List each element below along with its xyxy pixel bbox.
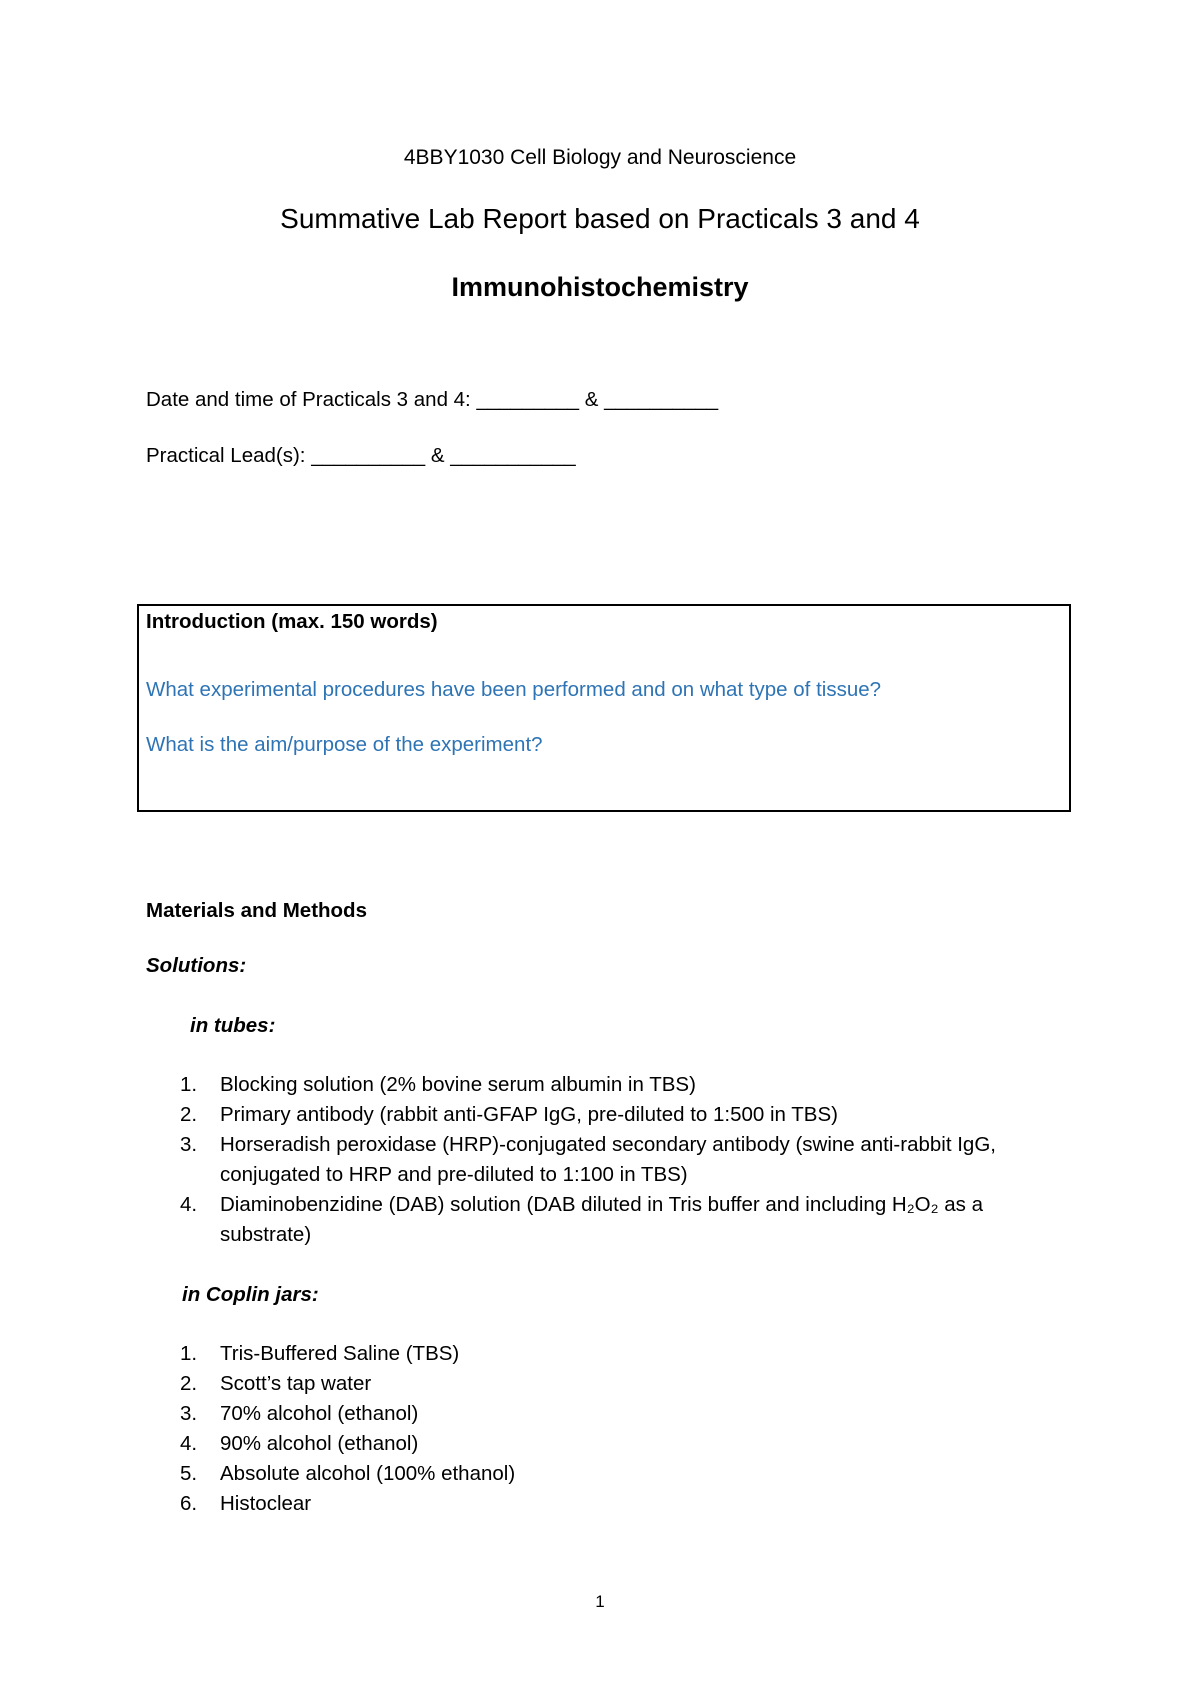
list-item	[180, 1429, 1060, 1459]
list-item-text: Diaminobenzidine (DAB) solution (DAB diluted in Tris buffer and including H₂O₂ as a substrate)	[220, 1193, 984, 1246]
list-item-text: Horseradish peroxidase (HRP)-conjugated secondary antibody (swine anti-rabbit IgG, conjugated to HRP and pre-diluted to 1:100 in TBS)	[220, 1133, 996, 1186]
introduction-question-aim: What is the aim/purpose of the experiment?	[146, 733, 543, 756]
practical-lead-field: Practical Lead(s): __________ & ___________	[146, 444, 576, 467]
list-item-text: Absolute alcohol (100% ethanol)	[220, 1462, 516, 1485]
list-item	[180, 1070, 1060, 1100]
page-title: Immunohistochemistry	[451, 272, 749, 302]
list-item	[180, 1339, 1060, 1369]
list-item	[180, 1369, 1060, 1399]
materials-methods-heading: Materials and Methods	[146, 899, 367, 922]
list-number: 3.	[180, 1133, 198, 1156]
coplin-jars-list	[180, 1339, 1060, 1519]
page-number: 1	[595, 1592, 605, 1611]
introduction-box	[137, 604, 1071, 812]
list-item-text: Primary antibody (rabbit anti-GFAP IgG, pre-diluted to 1:500 in TBS)	[220, 1103, 838, 1126]
list-item-text: Blocking solution (2% bovine serum albumin in TBS)	[220, 1073, 696, 1096]
introduction-question-procedures: What experimental procedures have been performed and on what type of tissue?	[146, 678, 882, 701]
list-item-text: Scott’s tap water	[220, 1372, 372, 1395]
date-time-field: Date and time of Practicals 3 and 4: _________ & __________	[146, 388, 719, 411]
coplin-jars-subheading: in Coplin jars:	[182, 1283, 319, 1306]
list-item-text: Tris-Buffered Saline (TBS)	[220, 1342, 460, 1365]
list-number: 3.	[180, 1402, 198, 1425]
list-number: 4.	[180, 1432, 198, 1455]
list-number: 5.	[180, 1462, 198, 1485]
list-number: 6.	[180, 1492, 198, 1515]
solutions-heading: Solutions:	[146, 954, 247, 977]
list-item	[180, 1399, 1060, 1429]
list-item	[180, 1190, 1060, 1250]
list-item-text: 70% alcohol (ethanol)	[220, 1402, 419, 1425]
tubes-list	[180, 1070, 1060, 1250]
list-item-text: Histoclear	[220, 1492, 312, 1515]
course-title: 4BBY1030 Cell Biology and Neuroscience	[403, 146, 797, 169]
list-number: 2.	[180, 1103, 198, 1126]
list-item	[180, 1130, 1060, 1190]
tubes-subheading: in tubes:	[190, 1014, 276, 1037]
list-item	[180, 1459, 1060, 1489]
list-number: 4.	[180, 1193, 198, 1216]
list-number: 1.	[180, 1342, 198, 1365]
list-item	[180, 1489, 1060, 1519]
list-item	[180, 1100, 1060, 1130]
list-item-text: 90% alcohol (ethanol)	[220, 1432, 419, 1455]
report-subtitle: Summative Lab Report based on Practicals 3 and 4	[280, 203, 920, 234]
list-number: 1.	[180, 1073, 198, 1096]
list-number: 2.	[180, 1372, 198, 1395]
introduction-heading: Introduction (max. 150 words)	[146, 610, 438, 633]
